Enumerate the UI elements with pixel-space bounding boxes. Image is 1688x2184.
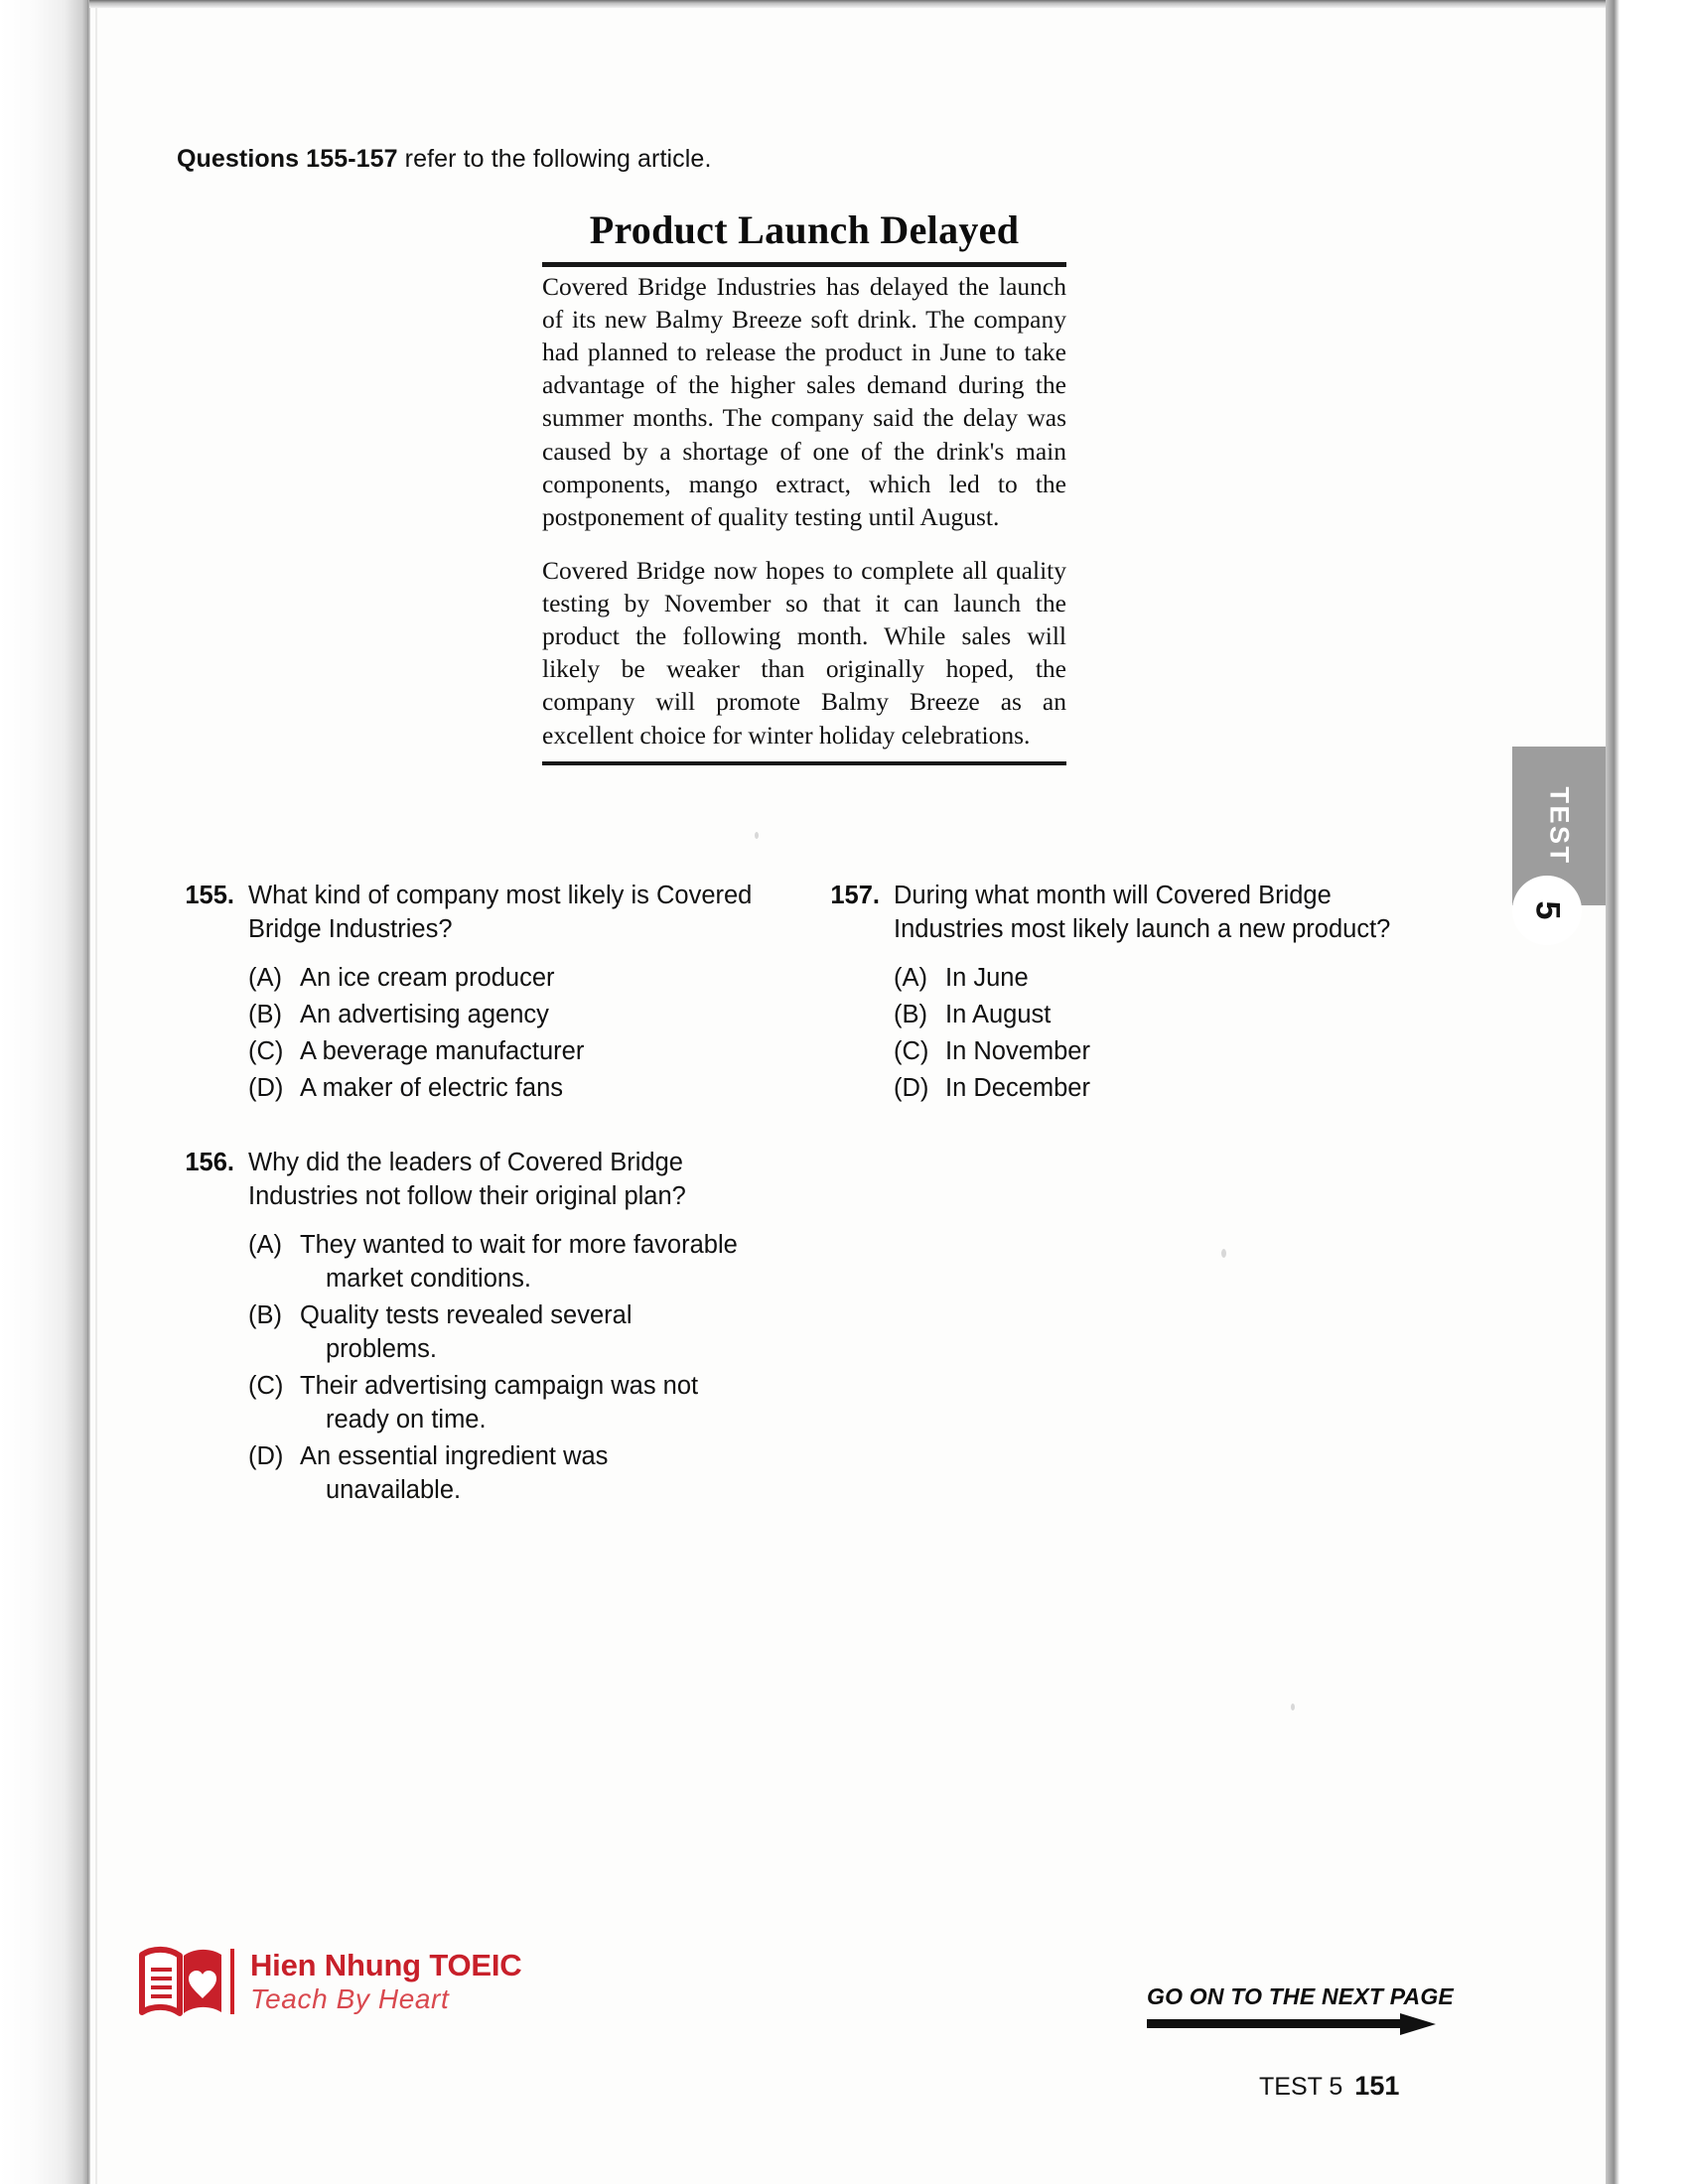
- option-text: [300, 1299, 763, 1367]
- scan-speck: [755, 832, 759, 839]
- article-rule-top: [542, 262, 1066, 267]
- question-text: What kind of company most likely is Covered Bridge Industries?: [248, 882, 753, 943]
- option-line-1: Their advertising campaign was not: [300, 1371, 699, 1400]
- option-line-1: Quality tests revealed several: [300, 1301, 633, 1330]
- brand-title: Hien Nhung TOEIC: [250, 1947, 522, 1982]
- option-line-1: They wanted to wait for more favorable: [300, 1231, 738, 1260]
- answer-option-c[interactable]: [248, 1035, 763, 1069]
- option-text: [300, 1370, 763, 1437]
- answer-option-b[interactable]: [894, 999, 1408, 1032]
- go-on-label: GO ON TO THE NEXT PAGE: [1147, 1983, 1454, 2009]
- footer-page-number: 151: [1354, 2071, 1400, 2101]
- answer-option-d[interactable]: [248, 1072, 763, 1106]
- article-body: [542, 270, 1066, 751]
- option-text: [300, 1440, 763, 1508]
- question-column-right: [822, 880, 1408, 1147]
- option-letter: (D): [248, 1441, 284, 1470]
- answer-option-d[interactable]: [248, 1440, 763, 1508]
- scan-right-edge: [1606, 0, 1619, 2184]
- question-156: [177, 1147, 763, 1507]
- side-test-number: 5: [1528, 900, 1567, 920]
- option-line-2: ready on time.: [326, 1405, 487, 1433]
- article-passage: [542, 208, 1066, 765]
- page-left-edge: [87, 0, 90, 2184]
- option-letter: (C): [248, 1036, 284, 1065]
- article-rule-bottom: [542, 761, 1066, 765]
- option-letter: (B): [248, 1301, 282, 1330]
- option-text: An advertising agency: [300, 1000, 549, 1028]
- answer-option-b[interactable]: [248, 1299, 763, 1367]
- answer-options: [177, 962, 763, 1106]
- option-letter: (A): [894, 963, 927, 992]
- questions-range-label: Questions 155-157: [177, 145, 398, 173]
- answer-options: [177, 1229, 763, 1507]
- scan-speck: [1221, 1249, 1226, 1258]
- option-line-2: market conditions.: [326, 1265, 531, 1294]
- go-on-next-page: [1147, 1983, 1454, 2032]
- side-test-tab-label: TEST: [1544, 786, 1575, 866]
- option-letter: (C): [248, 1371, 284, 1400]
- option-letter: (D): [894, 1073, 929, 1102]
- option-letter: (C): [894, 1036, 929, 1065]
- option-text: In December: [945, 1073, 1090, 1102]
- side-test-number-badge: [1512, 876, 1582, 945]
- right-arrow-icon: [1147, 2014, 1445, 2032]
- footer-test-label: TEST 5: [1259, 2073, 1343, 2101]
- option-text: A beverage manufacturer: [300, 1036, 585, 1065]
- option-text: An ice cream producer: [300, 963, 555, 992]
- scan-top-edge: [89, 0, 1608, 8]
- page-footer: [1259, 2071, 1399, 2102]
- question-text: Why did the leaders of Covered Bridge Industries not follow their original plan?: [248, 1149, 686, 1211]
- option-line-2: unavailable.: [326, 1475, 462, 1504]
- questions-instruction: refer to the following article.: [397, 145, 712, 173]
- option-letter: (A): [248, 963, 282, 992]
- answer-option-c[interactable]: [894, 1035, 1408, 1069]
- option-text: [300, 1229, 763, 1297]
- option-letter: (A): [248, 1231, 282, 1260]
- open-book-heart-icon: [139, 1944, 224, 2019]
- question-number: 155.: [185, 882, 234, 909]
- option-line-1: An essential ingredient was: [300, 1441, 609, 1470]
- answer-option-a[interactable]: [248, 962, 763, 996]
- scan-speck: [1291, 1704, 1295, 1710]
- article-paragraph: Covered Bridge Industries has delayed the launch of its new Balmy Breeze soft drink. The company had planned to release the product in June to take advantage of the higher sales demand during the summer months. The company said the delay was caused by a shortage of one of the drink's main components, mango extract, which led to the postponement of quality testing until August.: [542, 271, 1066, 531]
- question-column-left: [177, 880, 763, 1550]
- question-155: [177, 880, 763, 1105]
- answer-option-a[interactable]: [248, 1229, 763, 1297]
- option-line-2: problems.: [326, 1334, 437, 1363]
- question-text: During what month will Covered Bridge Industries most likely launch a new product?: [894, 882, 1391, 943]
- page-crease: [95, 0, 97, 2184]
- logo-divider: [230, 1949, 234, 2014]
- answer-option-a[interactable]: [894, 962, 1408, 996]
- questions-header: [177, 145, 712, 174]
- answer-option-d[interactable]: [894, 1072, 1408, 1106]
- brand-text: [250, 1949, 522, 2015]
- option-text: A maker of electric fans: [300, 1073, 564, 1102]
- question-number: 157.: [830, 882, 880, 909]
- answer-option-b[interactable]: [248, 999, 763, 1032]
- option-text: In November: [945, 1036, 1090, 1065]
- article-paragraph: Covered Bridge now hopes to complete all quality testing by November so that it can launch the product the following month. While sales will likely be weaker than originally hoped, the company will promote Balmy Breeze as an excellent choice for winter holiday celebrations.: [542, 555, 1066, 750]
- option-letter: (B): [248, 1000, 282, 1028]
- option-letter: (D): [248, 1073, 284, 1102]
- answer-options: [822, 962, 1408, 1106]
- answer-option-c[interactable]: [248, 1370, 763, 1437]
- brand-logo: [139, 1944, 522, 2019]
- option-text: In August: [945, 1000, 1052, 1028]
- option-text: In June: [945, 963, 1029, 992]
- option-letter: (B): [894, 1000, 927, 1028]
- article-title: Product Launch Delayed: [589, 207, 1020, 252]
- question-157: [822, 880, 1408, 1105]
- scan-gutter-shadow: [0, 0, 89, 2184]
- brand-tagline: Teach By Heart: [250, 1983, 450, 2015]
- question-number: 156.: [185, 1149, 234, 1177]
